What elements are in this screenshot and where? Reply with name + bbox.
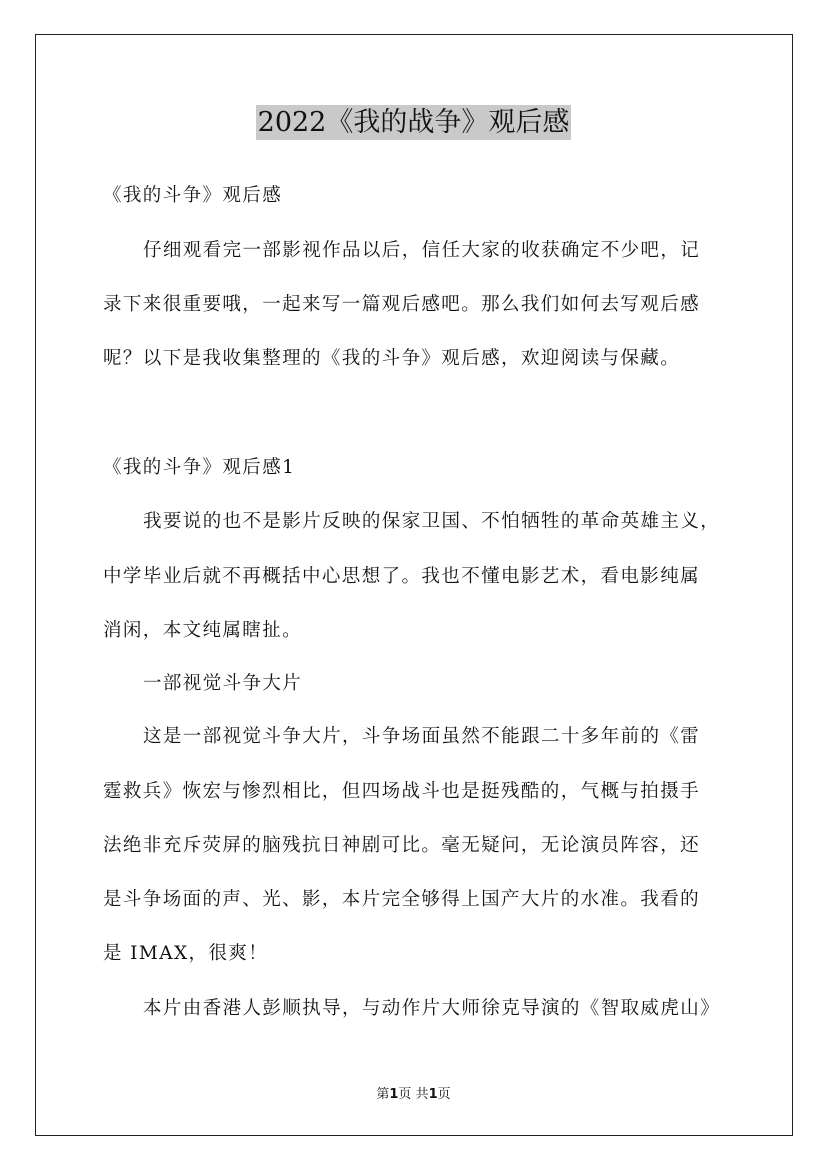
- document-title: 2022《我的战争》观后感: [257, 107, 570, 138]
- paragraph-line: 是斗争场面的声、光、影，本片完全够得上国产大片的水准。我看的: [103, 889, 701, 910]
- paragraph-line: 是 IMAX，很爽！: [103, 943, 269, 964]
- paragraph-line: 消闲，本文纯属瞎扯。: [103, 620, 303, 641]
- footer-page-number: 1: [389, 1087, 399, 1102]
- section-heading: 《我的斗争》观后感1: [103, 457, 296, 478]
- page-footer: [0, 1083, 827, 1102]
- footer-page-total: 1: [428, 1087, 438, 1102]
- paragraph-line: 霆救兵》恢宏与惨烈相比，但四场战斗也是挺残酷的，气概与拍摄手: [103, 781, 701, 802]
- footer-suffix: 页: [437, 1087, 451, 1102]
- footer-prefix: 第: [376, 1087, 390, 1102]
- intro-line: 录下来很重要哦，一起来写一篇观后感吧。那么我们如何去写观后感: [103, 294, 701, 315]
- paragraph-line: 本片由香港人彭顺执导，与动作片大师徐克导演的《智取威虎山》: [143, 998, 721, 1019]
- intro-line: 呢？以下是我收集整理的《我的斗争》观后感，欢迎阅读与保藏。: [103, 348, 681, 369]
- subheading: 一部视觉斗争大片: [143, 673, 303, 694]
- document-title-wrap: [0, 104, 827, 142]
- paragraph-line: 我要说的也不是影片反映的保家卫国、不怕牺牲的革命英雄主义，: [143, 511, 721, 532]
- paragraph-line: 法绝非充斥荧屏的脑残抗日神剧可比。毫无疑问，无论演员阵容，还: [103, 835, 701, 856]
- intro-line: 仔细观看完一部影视作品以后，信任大家的收获确定不少吧，记: [143, 240, 701, 261]
- footer-mid: 页 共: [398, 1087, 429, 1102]
- subtitle: 《我的斗争》观后感: [103, 185, 283, 206]
- paragraph-line: 中学毕业后就不再概括中心思想了。我也不懂电影艺术，看电影纯属: [103, 566, 701, 587]
- paragraph-line: 这是一部视觉斗争大片，斗争场面虽然不能跟二十多年前的《雷: [143, 726, 701, 747]
